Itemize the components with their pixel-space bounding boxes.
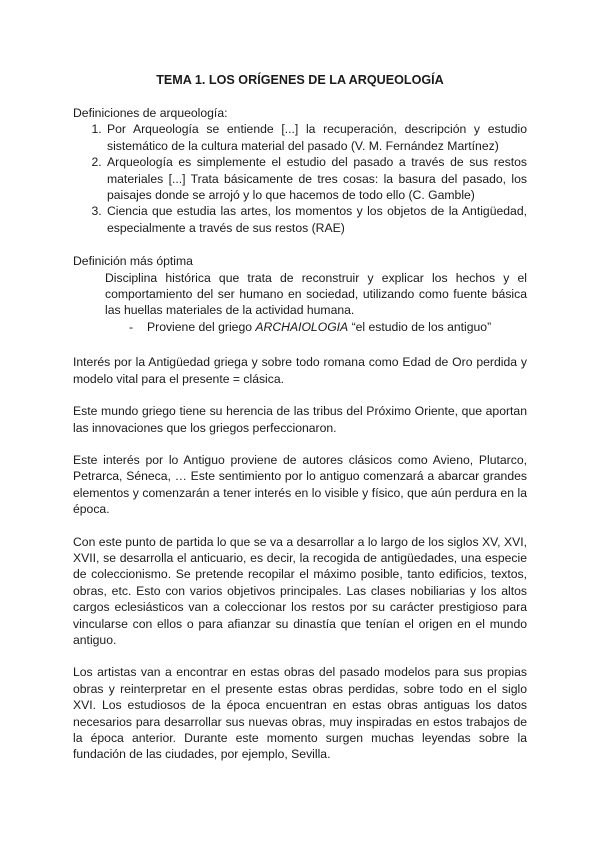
optimal-definition-heading: Definición más óptima bbox=[73, 254, 193, 269]
etymology-suffix: “el estudio de los antiguo” bbox=[348, 319, 492, 334]
etymology-prefix: Proviene del griego bbox=[147, 319, 256, 334]
definition-item: 3. Ciencia que estudia las artes, los momentos y los objetos de la Antigüedad, especialmente a través de sus restos (RAE) bbox=[105, 203, 527, 236]
page-title: TEMA 1. LOS ORÍGENES DE LA ARQUEOLOGÍA bbox=[156, 73, 444, 87]
paragraph: Los artistas van a encontrar en estas obras del pasado modelos para sus propias obras y reinterpretar en el presente estas obras perdidas, sobre todo en el siglo XVI. Los estudiosos de la época encuentran en estas obras antiguas los datos necesarios para desarrollar sus nuevas obras, muy inspiradas en estos trabajos de la época anterior. Durante este momento surgen muchas leyendas sobre la fundación de las ciudades, por ejemplo, Sevilla. bbox=[73, 665, 527, 762]
paragraph: Con este punto de partida lo que se va a desarrollar a lo largo de los siglos XV, XVI, XVII, se desarrolla el anticuario, es decir, la recogida de antigüedades, una especie de coleccionismo. Se pretende recopilar el máximo posible, tanto edificios, textos, obras, etc. Esto con varios objetivos principales. Las clases nobiliarias y los altos cargos eclesiásticos van a coleccionar los restos por su carácter prestigioso para vincularse con ellos o para afianzar su dinastía que tenían el origen en el mundo antiguo. bbox=[73, 534, 527, 647]
etymology-text bbox=[147, 319, 491, 335]
etymology-line bbox=[129, 319, 527, 335]
definitions-section bbox=[73, 105, 527, 236]
definitions-heading: Definiciones de arqueología: bbox=[73, 106, 228, 120]
optimal-definition-section bbox=[73, 253, 527, 335]
dash-bullet: - bbox=[129, 319, 134, 334]
definition-item: 1. Por Arqueología se entiende [...] la recuperación, descripción y estudio sistemático de la cultura material del pasado (V. M. Fernández Martínez) bbox=[105, 121, 527, 154]
definitions-list bbox=[73, 121, 527, 236]
optimal-definition-text: Disciplina histórica que trata de reconstruir y explicar los hechos y el comportamiento del ser humano en sociedad, utilizando como fuente básica las huellas materiales de la actividad humana. bbox=[105, 270, 527, 318]
paragraph: Este mundo griego tiene su herencia de las tribus del Próximo Oriente, que aportan las innovaciones que los griegos perfeccionaron. bbox=[73, 404, 527, 435]
definition-item: 2. Arqueología es simplemente el estudio del pasado a través de sus restos materiales [...] Trata básicamente de tres cosas: la basura del pasado, los paisajes donde se arrojó y lo que hacemos de todo ello (C. Gamble) bbox=[105, 154, 527, 203]
paragraph: Este interés por lo Antiguo proviene de autores clásicos como Avieno, Plutarco, Petrarca, Séneca, … Este sentimiento por lo antiguo comenzará a abarcar grandes elementos y comenzarán a tener interés en lo visible y físico, que aún perdura en la época. bbox=[73, 452, 527, 517]
paragraph: Interés por la Antigüedad griega y sobre todo romana como Edad de Oro perdida y modelo vital para el presente = clásica. bbox=[73, 355, 527, 386]
etymology-term: ARCHAIOLOGIA bbox=[255, 319, 349, 334]
